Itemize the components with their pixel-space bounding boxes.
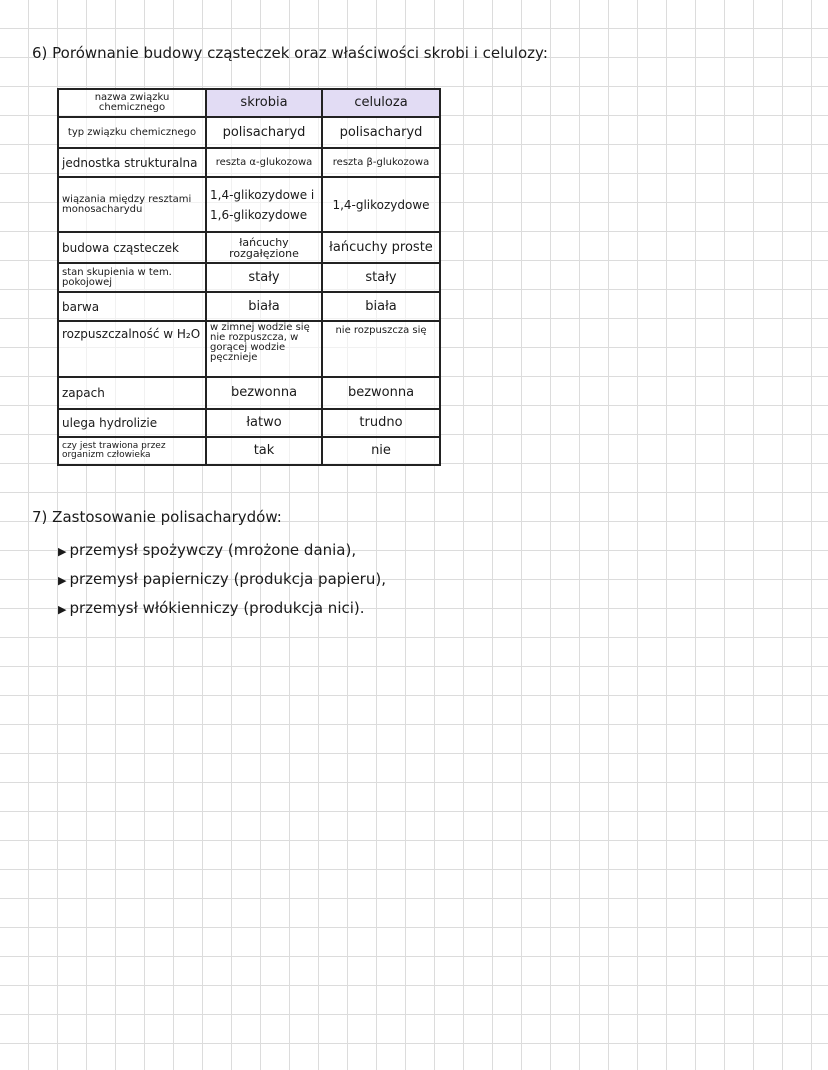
header-cell: nazwa związku chemicznego bbox=[58, 89, 206, 117]
row-label: barwa bbox=[58, 292, 206, 321]
cell: w zimnej wodzie się nie rozpuszcza, w gorącej wodzie pęcznieje bbox=[206, 321, 322, 377]
cell: reszta β-glukozowa bbox=[322, 148, 440, 177]
cell: łańcuchy proste bbox=[322, 232, 440, 263]
row-label: wiązania między resztami monosacharydu bbox=[58, 177, 206, 232]
cell: bezwonna bbox=[322, 377, 440, 409]
row-label: budowa cząsteczek bbox=[58, 232, 206, 263]
row-label: zapach bbox=[58, 377, 206, 409]
triangle-bullet-icon: ▶ bbox=[58, 603, 67, 616]
cell: łatwo bbox=[206, 409, 322, 437]
table-row bbox=[58, 292, 440, 321]
header-cell: celuloza bbox=[322, 89, 440, 117]
list-item-text: przemysł włókienniczy (produkcja nici). bbox=[69, 599, 365, 617]
cell: biała bbox=[322, 292, 440, 321]
table-row bbox=[58, 232, 440, 263]
cell: nie bbox=[322, 437, 440, 465]
cell: nie rozpuszcza się bbox=[322, 321, 440, 377]
triangle-bullet-icon: ▶ bbox=[58, 545, 67, 558]
cell: stały bbox=[322, 263, 440, 292]
cell: łańcuchy rozgałęzione bbox=[206, 232, 322, 263]
row-label: jednostka strukturalna bbox=[58, 148, 206, 177]
table-row bbox=[58, 409, 440, 437]
cell: biała bbox=[206, 292, 322, 321]
section-6-heading: 6) Porównanie budowy cząsteczek oraz właściwości skrobi i celulozy: bbox=[32, 44, 548, 62]
list-item bbox=[58, 536, 386, 565]
row-label: rozpuszczalność w H₂O bbox=[58, 321, 206, 377]
list-item bbox=[58, 565, 386, 594]
uses-list bbox=[58, 536, 386, 623]
comparison-table bbox=[57, 88, 441, 466]
table-header-row bbox=[58, 89, 440, 117]
cell: stały bbox=[206, 263, 322, 292]
cell: reszta α-glukozowa bbox=[206, 148, 322, 177]
cell: bezwonna bbox=[206, 377, 322, 409]
list-item bbox=[58, 594, 386, 623]
list-item-text: przemysł spożywczy (mrożone dania), bbox=[69, 541, 357, 559]
table-row bbox=[58, 117, 440, 148]
table-row bbox=[58, 148, 440, 177]
table-row bbox=[58, 437, 440, 465]
list-item-text: przemysł papierniczy (produkcja papieru), bbox=[69, 570, 386, 588]
cell: trudno bbox=[322, 409, 440, 437]
cell: polisacharyd bbox=[206, 117, 322, 148]
triangle-bullet-icon: ▶ bbox=[58, 574, 67, 587]
table-row bbox=[58, 263, 440, 292]
row-label: stan skupienia w tem. pokojowej bbox=[58, 263, 206, 292]
section-7-heading: 7) Zastosowanie polisacharydów: bbox=[32, 508, 282, 526]
table-row bbox=[58, 377, 440, 409]
header-cell: skrobia bbox=[206, 89, 322, 117]
cell: polisacharyd bbox=[322, 117, 440, 148]
table-row bbox=[58, 321, 440, 377]
cell: tak bbox=[206, 437, 322, 465]
cell: 1,4-glikozydowe i 1,6-glikozydowe bbox=[206, 177, 322, 232]
cell: 1,4-glikozydowe bbox=[322, 177, 440, 232]
row-label: czy jest trawiona przez organizm człowieka bbox=[58, 437, 206, 465]
row-label: ulega hydrolizie bbox=[58, 409, 206, 437]
row-label: typ związku chemicznego bbox=[58, 117, 206, 148]
table-row bbox=[58, 177, 440, 232]
